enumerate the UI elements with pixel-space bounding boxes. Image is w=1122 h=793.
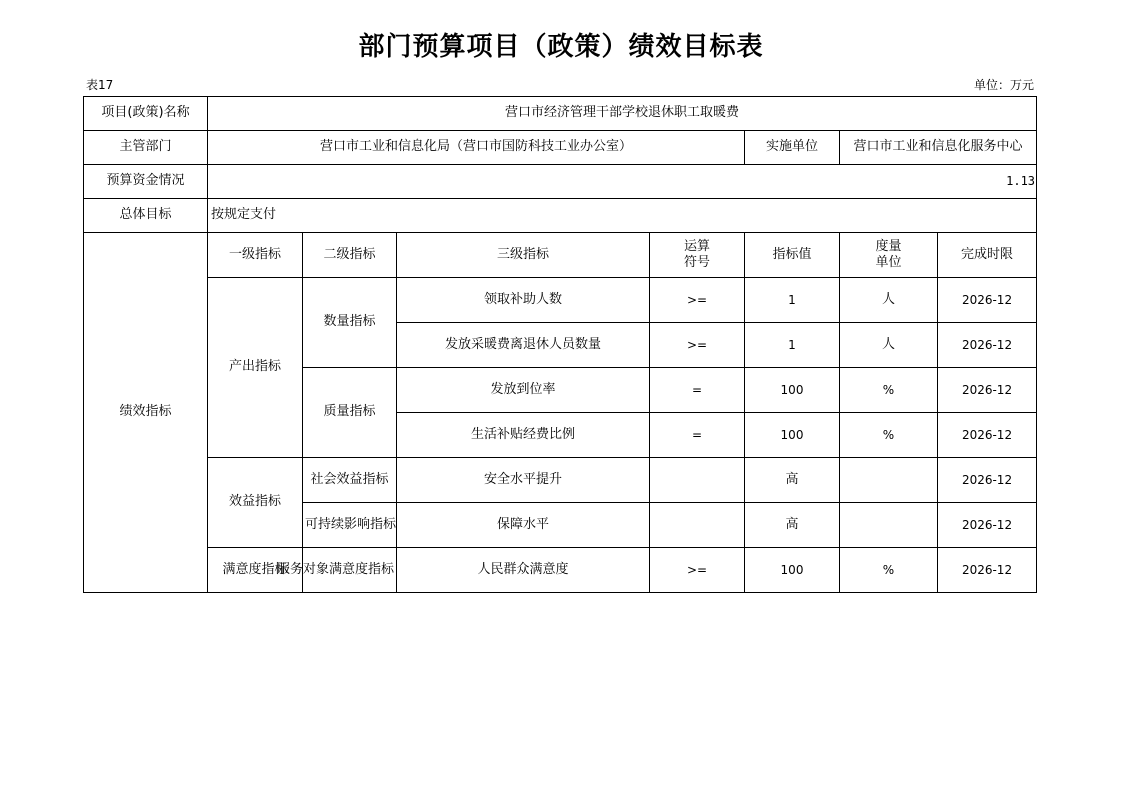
indicator-value: 1 [745,323,840,368]
indicator-value: 高 [745,458,840,503]
impl-value: 营口市工业和信息化服务中心 [840,131,1037,165]
indicator-deadline: 2026-12 [938,458,1037,503]
project-name-value: 营口市经济管理干部学校退休职工取暖费 [208,97,1037,131]
dept-label: 主管部门 [84,131,208,165]
group-output: 产出指标 [208,278,303,458]
group-social: 社会效益指标 [303,458,397,503]
header-l2: 二级指标 [303,233,397,278]
indicator-value: 100 [745,368,840,413]
table-row [84,278,1037,323]
table-row [84,97,1037,131]
group-sustain: 可持续影响指标 [303,503,397,548]
goal-label: 总体目标 [84,199,208,233]
header-l1: 一级指标 [208,233,303,278]
group-benefit: 效益指标 [208,458,303,548]
table-number: 表17 [86,78,114,92]
indicator-deadline: 2026-12 [938,413,1037,458]
indicator-unit: % [840,548,938,593]
indicator-operator: = [650,413,745,458]
group-satisfaction: 满意度指标 [208,548,303,593]
table-row [84,548,1037,593]
unit-label: 单位：万元 [973,78,1034,92]
indicator-operator: >= [650,278,745,323]
indicator-deadline: 2026-12 [938,503,1037,548]
indicator-deadline: 2026-12 [938,278,1037,323]
indicator-value: 100 [745,413,840,458]
performance-target-table [83,96,1037,593]
group-quantity: 数量指标 [303,278,397,368]
indicator-name: 生活补贴经费比例 [397,413,650,458]
header-unit: 度量 单位 [840,233,938,278]
indicator-value: 1 [745,278,840,323]
indicator-name: 发放采暖费离退休人员数量 [397,323,650,368]
perf-label: 绩效指标 [84,233,208,593]
header-value: 指标值 [745,233,840,278]
page-title: 部门预算项目（政策）绩效目标表 [358,32,764,62]
dept-value: 营口市工业和信息化局（营口市国防科技工业办公室） [208,131,745,165]
budget-value: 1.13 [208,165,1037,199]
table-row [84,165,1037,199]
indicator-value: 100 [745,548,840,593]
indicator-unit: % [840,368,938,413]
indicator-operator: >= [650,323,745,368]
indicator-unit [840,458,938,503]
indicator-name: 人民群众满意度 [397,548,650,593]
indicator-operator: >= [650,548,745,593]
table-row [84,458,1037,503]
indicator-deadline: 2026-12 [938,323,1037,368]
indicator-deadline: 2026-12 [938,548,1037,593]
indicator-operator [650,458,745,503]
indicator-unit [840,503,938,548]
indicator-name: 保障水平 [397,503,650,548]
header-deadline: 完成时限 [938,233,1037,278]
indicator-value: 高 [745,503,840,548]
header-l3: 三级指标 [397,233,650,278]
impl-label: 实施单位 [745,131,840,165]
indicator-name: 安全水平提升 [397,458,650,503]
indicator-unit: 人 [840,323,938,368]
goal-value: 按规定支付 [208,199,1037,233]
indicator-operator [650,503,745,548]
indicator-name: 发放到位率 [397,368,650,413]
indicator-deadline: 2026-12 [938,368,1037,413]
header-operator: 运算 符号 [650,233,745,278]
table-row [84,199,1037,233]
indicator-unit: 人 [840,278,938,323]
indicator-operator: = [650,368,745,413]
table-row [84,131,1037,165]
indicator-name: 领取补助人数 [397,278,650,323]
indicator-unit: % [840,413,938,458]
group-quality: 质量指标 [303,368,397,458]
budget-label: 预算资金情况 [84,165,208,199]
project-name-label: 项目(政策)名称 [84,97,208,131]
header-row [84,233,1037,278]
group-service-satisfaction: 服务对象满意度指标 [303,548,397,593]
